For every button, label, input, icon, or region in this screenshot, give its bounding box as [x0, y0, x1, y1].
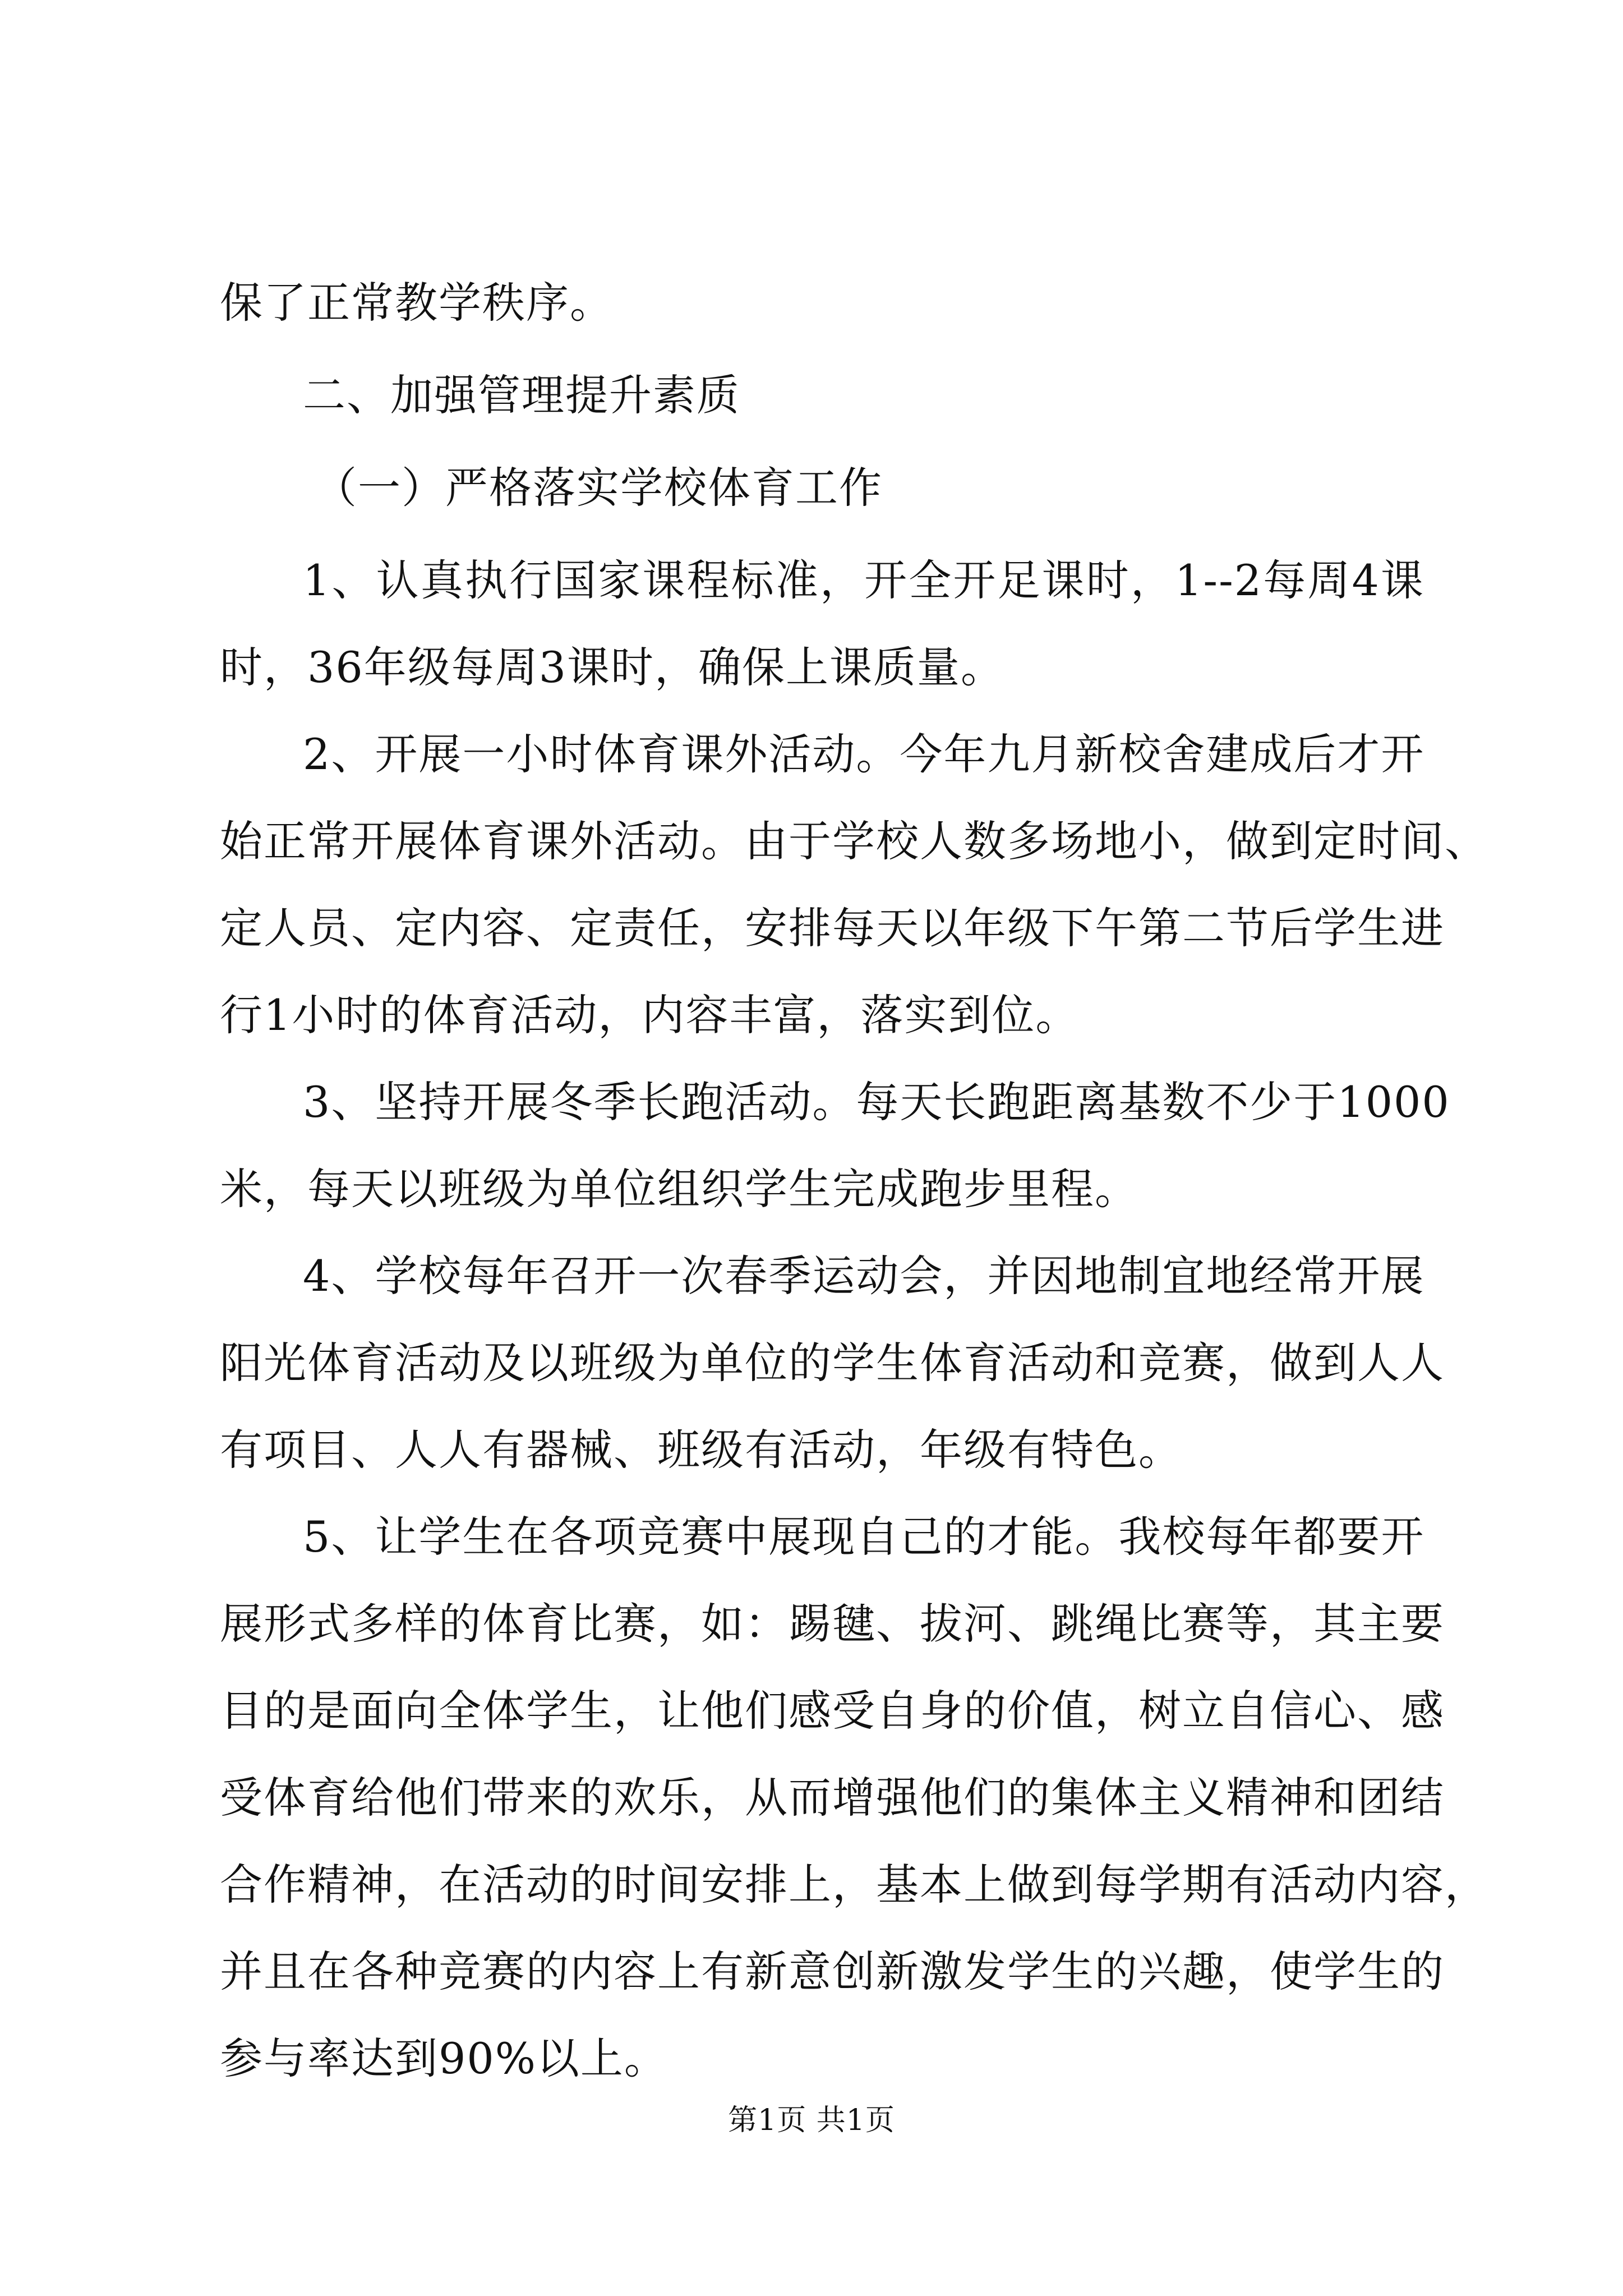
paragraph-line: 米，每天以班级为单位组织学生完成跑步里程。 — [220, 1164, 1138, 1214]
paragraph-line: 受体育给他们带来的欢乐，从而增强他们的集体主义精神和团结 — [220, 1773, 1445, 1823]
paragraph-line: 定人员、定内容、定责任，安排每天以年级下午第二节后学生进 — [220, 903, 1445, 953]
paragraph-line: 1、认真执行国家课程标准，开全开足课时，1--2每周4课 — [303, 555, 1424, 605]
paragraph-line: 展形式多样的体育比赛，如：踢毽、拔河、跳绳比赛等，其主要 — [220, 1599, 1445, 1649]
paragraph-line: 并且在各种竞赛的内容上有新意创新激发学生的兴趣，使学生的 — [220, 1947, 1445, 1996]
paragraph-line: 时，36年级每周3课时，确保上课质量。 — [220, 642, 1005, 692]
paragraph-line: 4、学校每年召开一次春季运动会，并因地制宜地经常开展 — [303, 1251, 1425, 1301]
paragraph-line: 阳光体育活动及以班级为单位的学生体育活动和竞赛，做到人人 — [220, 1338, 1445, 1388]
paragraph-line: 3、坚持开展冬季长跑活动。每天长跑距离基数不少于1000 — [303, 1077, 1450, 1127]
paragraph-line: 合作精神，在活动的时间安排上，基本上做到每学期有活动内容， — [220, 1860, 1488, 1910]
section-heading: 二、加强管理提升素质 — [303, 370, 740, 420]
paragraph-line: 5、让学生在各项竞赛中展现自己的才能。我校每年都要开 — [303, 1512, 1425, 1562]
paragraph-line: 2、开展一小时体育课外活动。今年九月新校舍建成后才开 — [303, 729, 1425, 779]
paragraph-line: 保了正常教学秩序。 — [220, 278, 614, 328]
page-footer: 第1页 共1页 — [728, 2104, 895, 2137]
paragraph-line: 始正常开展体育课外活动。由于学校人数多场地小，做到定时间、 — [220, 816, 1488, 866]
subsection-heading: （一）严格落实学校体育工作 — [314, 463, 883, 513]
paragraph-line: 参与率达到90%以上。 — [220, 2033, 668, 2083]
paragraph-line: 有项目、人人有器械、班级有活动，年级有特色。 — [220, 1425, 1182, 1475]
paragraph-line: 目的是面向全体学生，让他们感受自身的价值，树立自信心、感 — [220, 1686, 1445, 1736]
paragraph-line: 行1小时的体育活动，内容丰富，落实到位。 — [220, 990, 1080, 1040]
